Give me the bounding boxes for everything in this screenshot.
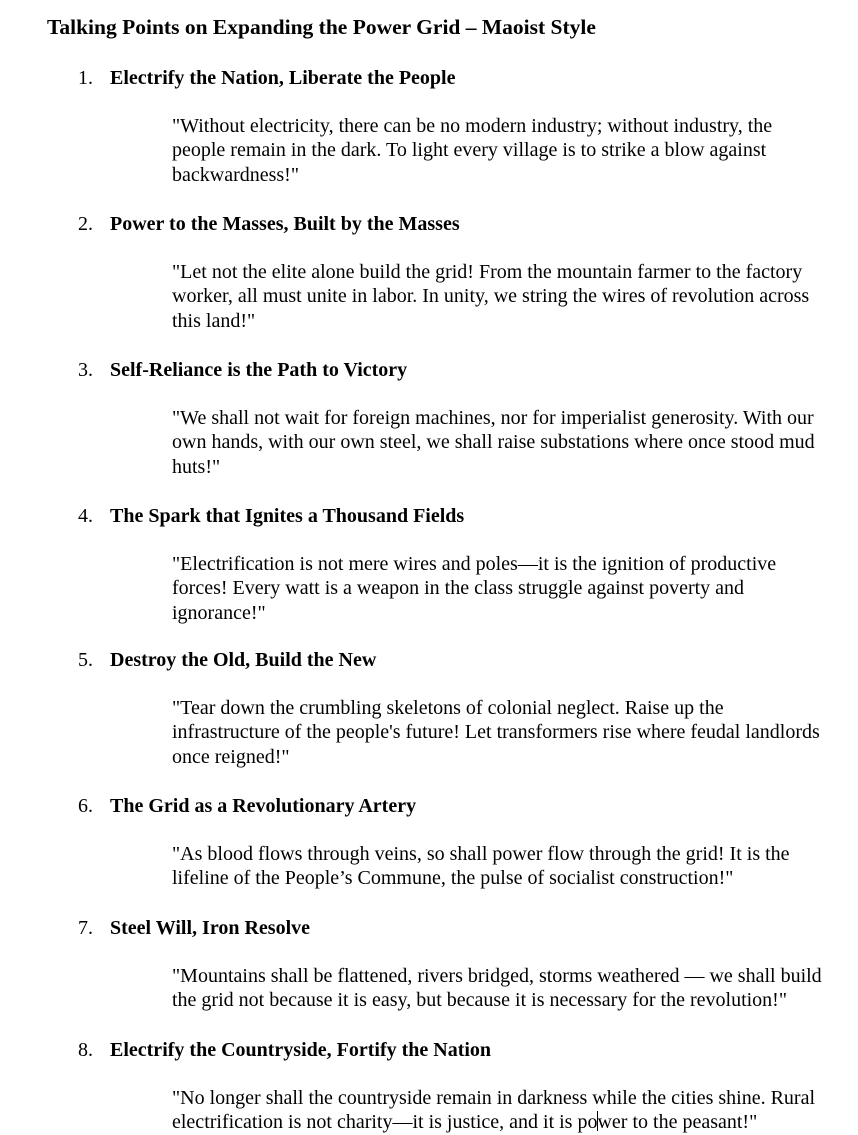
item-2-quote [172,260,858,333]
quote-line: this land!" [172,309,256,332]
quote-line: "Electrification is not mere wires and poles—it is the ignition of productive [172,553,777,575]
quote-line: lifeline of the People’s Commune, the pulse of socialist construction!" [172,867,734,890]
quote-line-part: electrification is not charity—it is justice, and it is po [172,1111,598,1134]
item-4-heading: The Spark that Ignites a Thousand Fields [110,505,465,527]
quote-line: people remain in the dark. To light every village is to strike a blow against [172,139,767,162]
quote-line: huts!" [172,455,221,478]
quote-line: infrastructure of the people's future! Let transformers rise where feudal landlords [172,721,820,744]
quote-line: backwardness!" [172,163,300,186]
document-title: Talking Points on Expanding the Power Grid – Maoist Style [47,15,596,39]
quote-line: "We shall not wait for foreign machines, nor for imperialist generosity. With our [172,407,814,429]
item-1-heading: Electrify the Nation, Liberate the People [110,67,456,89]
quote-line: "Tear down the crumbling skeletons of colonial neglect. Raise up the [172,697,724,719]
item-5-quote [172,696,858,769]
item-5-number: 5. [78,649,93,671]
item-4-number: 4. [78,505,93,527]
item-7-heading: Steel Will, Iron Resolve [110,917,310,939]
item-6-number: 6. [78,795,93,817]
item-4-quote [172,552,858,625]
item-8-heading: Electrify the Countryside, Fortify the Nation [110,1039,492,1061]
item-1-number: 1. [78,67,93,89]
quote-line: "No longer shall the countryside remain in darkness while the cities shine. Rural [172,1087,816,1109]
item-5-heading: Destroy the Old, Build the New [110,649,377,671]
item-3-quote [172,406,858,479]
quote-line: once reigned!" [172,745,290,768]
item-3-number: 3. [78,359,93,381]
item-6-heading: The Grid as a Revolutionary Artery [110,795,417,817]
quote-line: "As blood flows through veins, so shall power flow through the grid! It is the [172,843,790,865]
item-6-quote [172,842,858,891]
quote-line-part: wer to the peasant!" [597,1111,758,1134]
quote-line: forces! Every watt is a weapon in the class struggle against poverty and [172,577,745,600]
item-8-quote [172,1086,858,1135]
item-3-heading: Self-Reliance is the Path to Victory [110,359,408,381]
quote-line: "Without electricity, there can be no modern industry; without industry, the [172,115,773,137]
quote-line: worker, all must unite in labor. In unity, we string the wires of revolution across [172,285,810,308]
quote-line: "Mountains shall be flattened, rivers bridged, storms weathered — we shall build [172,965,822,987]
item-2-number: 2. [78,213,93,235]
quote-line: ignorance!" [172,601,266,624]
quote-line: own hands, with our own steel, we shall raise substations where once stood mud [172,431,815,454]
quote-line: "Let not the elite alone build the grid! From the mountain farmer to the factory [172,261,803,283]
quote-line: the grid not because it is easy, but because it is necessary for the revolution!" [172,989,788,1012]
item-1-quote [172,114,858,187]
item-8-number: 8. [78,1039,93,1061]
item-7-quote [172,964,858,1013]
item-2-heading: Power to the Masses, Built by the Masses [110,213,460,235]
quote-line-with-caret[interactable] [172,1110,858,1134]
item-7-number: 7. [78,917,93,939]
